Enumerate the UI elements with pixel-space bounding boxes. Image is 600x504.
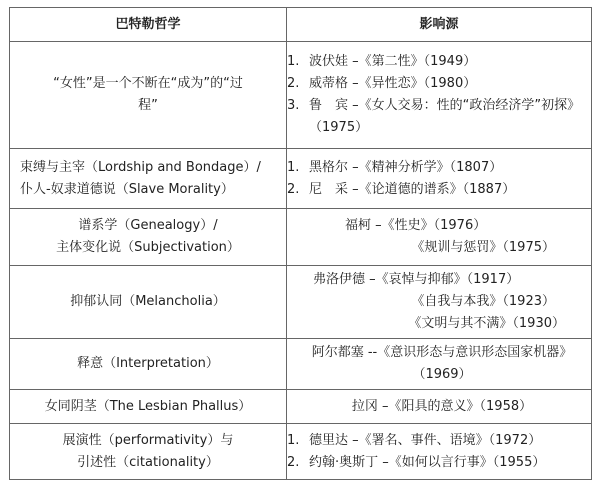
source-text: 约翰·奥斯丁 –《如何以言行事》（1955） [309, 454, 546, 470]
source-item [287, 157, 591, 179]
source-number: 2. [287, 76, 300, 91]
source-list [287, 157, 591, 201]
source-text: 福柯 –《性史》（1976） [345, 218, 487, 233]
table-row [10, 42, 592, 149]
source-text: 《自我与本我》（1923） [411, 294, 555, 309]
topic-cell [10, 424, 287, 480]
topic-line: 引述性（citationality） [77, 454, 219, 470]
influence-table [9, 7, 592, 480]
topic-line: 展演性（performativity）与 [62, 432, 234, 448]
table-row [10, 339, 592, 390]
source-cell [287, 424, 592, 480]
topic-line: 仆人-奴隶道德说（Slave Morality） [20, 181, 234, 197]
source-number: 1. [287, 159, 300, 175]
header-philosophy: 巴特勒哲学 [10, 8, 287, 42]
table-header-row [10, 8, 592, 42]
topic-line: 女同阴茎（The Lesbian Phallus） [44, 398, 252, 414]
source-number: 3. [287, 98, 300, 113]
source-text: 弗洛伊德 –《哀悼与抑郁》（1917） [313, 272, 520, 287]
source-text: 《规训与惩罚》（1975） [411, 240, 555, 255]
source-cell [287, 42, 592, 149]
source-text: 德里达 –《署名、事件、语境》（1972） [309, 432, 542, 448]
source-text: 阿尔都塞 --《意识形态与意识形态国家机器》 [311, 345, 573, 360]
topic-cell [10, 390, 287, 424]
source-text: 威蒂格 –《异性恋》（1980） [309, 76, 477, 91]
table-row [10, 390, 592, 424]
topic-line: “女性”是一个不断在“成为”的“过 [53, 76, 243, 91]
topic-line: 抑郁认同（Melancholia） [70, 294, 226, 309]
topic-cell [10, 339, 287, 390]
source-text: 鲁 宾 –《女人交易：性的“政治经济学”初探》（1975） [309, 98, 581, 135]
topic-cell [10, 209, 287, 266]
table-row [10, 149, 592, 209]
source-cell [287, 339, 592, 390]
source-text: 波伏娃 –《第二性》（1949） [309, 54, 477, 69]
source-item [287, 51, 591, 73]
source-number: 1. [287, 432, 300, 448]
source-item [287, 73, 591, 95]
source-text: 黑格尔 –《精神分析学》（1807） [309, 159, 503, 175]
source-list [287, 51, 591, 139]
topic-cell [10, 149, 287, 209]
table-row [10, 209, 592, 266]
source-cell [287, 390, 592, 424]
table-row [10, 266, 592, 339]
source-number: 1. [287, 54, 300, 69]
source-item [287, 452, 591, 474]
topic-line: 程” [138, 98, 158, 113]
source-number: 2. [287, 181, 300, 197]
header-sources: 影响源 [287, 8, 592, 42]
topic-cell [10, 266, 287, 339]
table-row [10, 424, 592, 480]
source-number: 2. [287, 454, 300, 470]
source-cell [287, 149, 592, 209]
source-text: （1969） [412, 367, 472, 382]
source-cell [287, 266, 592, 339]
source-text: 《文明与其不满》（1930） [408, 316, 565, 331]
topic-line: 主体变化说（Subjectivation） [56, 240, 240, 255]
source-item [287, 430, 591, 452]
source-item [287, 179, 591, 201]
source-cell [287, 209, 592, 266]
topic-line: 束缚与主宰（Lordship and Bondage）/ [20, 159, 261, 175]
source-list [287, 430, 591, 474]
topic-line: 谱系学（Genealogy）/ [78, 218, 218, 233]
source-text: 尼 采 –《论道德的谱系》（1887） [309, 181, 516, 197]
source-text: 拉冈 –《阳具的意义》（1958） [351, 398, 533, 414]
source-item [287, 95, 591, 139]
topic-cell [10, 42, 287, 149]
topic-line: 释意（Interpretation） [77, 356, 219, 371]
